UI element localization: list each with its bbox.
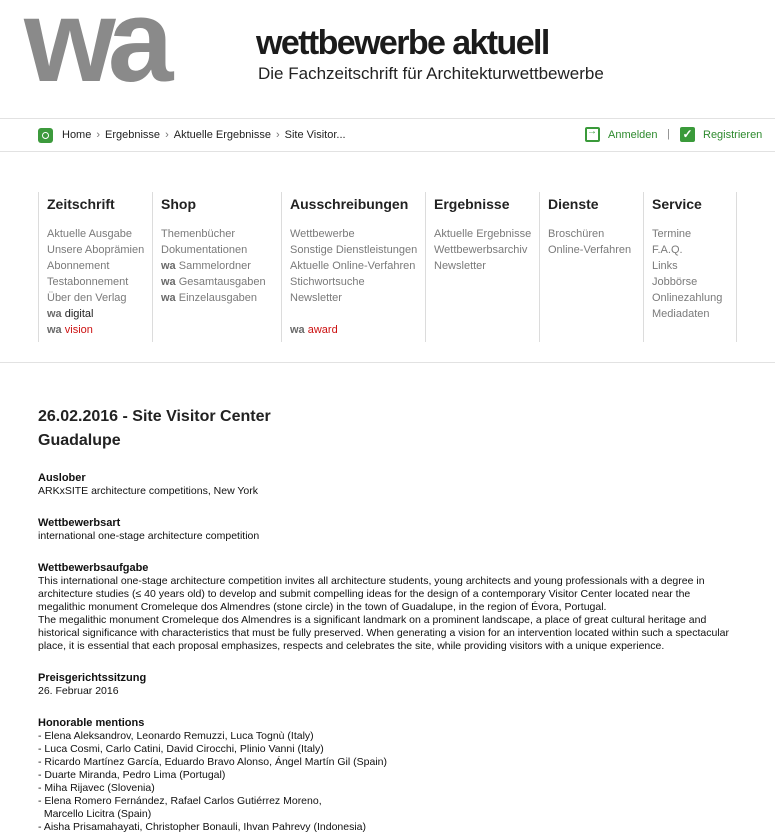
list-item: - Ricardo Martínez García, Eduardo Bravo Alonso, Ángel Martín Gil (Spain) bbox=[38, 756, 387, 768]
section-label: Auslober bbox=[38, 472, 86, 484]
section-wettbewerbsart bbox=[38, 516, 738, 543]
main-menu bbox=[38, 192, 775, 342]
register-link[interactable]: Registrieren bbox=[703, 129, 763, 141]
menu-item[interactable]: F.A.Q. bbox=[652, 244, 683, 256]
section-label: Wettbewerbsaufgabe bbox=[38, 562, 149, 574]
wa-prefix: wa bbox=[161, 292, 176, 304]
chevron-right-icon: › bbox=[165, 129, 169, 141]
menu-item-label: Sammelordner bbox=[178, 260, 251, 272]
list-item: - Aisha Prisamahayati, Christopher Bonauli, Ihvan Pahrevy (Indonesia) bbox=[38, 821, 367, 833]
menu-spacer bbox=[290, 306, 425, 322]
menu-item[interactable]: Aktuelle Ergebnisse bbox=[434, 228, 532, 240]
section-paragraph: This international one-stage architecture competition invites all architecture students, young architects and young professionals with a degree in architecture studies (≤ 40 years old) to develop and submit compelling ideas for the design of a contemporary Visitor Center located near the megalithic monument Cromeleque dos Almendres (stone circle) in the town of Guadalupe, in the region of Évora, Portugal. bbox=[38, 575, 705, 613]
menu-item[interactable]: Newsletter bbox=[434, 260, 486, 272]
wa-prefix: wa bbox=[161, 260, 176, 272]
menu-item[interactable]: Onlinezahlung bbox=[652, 292, 723, 304]
menu-item-wa-digital[interactable] bbox=[47, 306, 152, 322]
menu-item[interactable]: Broschüren bbox=[548, 228, 605, 240]
list-item: Marcello Licitra (Spain) bbox=[38, 808, 152, 820]
section-preisgerichtssitzung bbox=[38, 671, 738, 698]
menu-item[interactable]: Mediadaten bbox=[652, 308, 710, 320]
site-header bbox=[0, 0, 775, 118]
menu-column-service bbox=[643, 192, 737, 342]
menu-item[interactable]: Testabonnement bbox=[47, 276, 129, 288]
menu-item-wa-gesamtausgaben[interactable] bbox=[161, 274, 281, 290]
list-item: - Duarte Miranda, Pedro Lima (Portugal) bbox=[38, 769, 226, 781]
wa-prefix: wa bbox=[47, 308, 62, 320]
menu-item[interactable]: Jobbörse bbox=[652, 276, 698, 288]
section-paragraph: The megalithic monument Cromeleque dos Almendres is a significant landmark on a prominent landscape, a place of great cultural heritage and historical significance with characteristics that must be fully preserved. When generating a vision for an intervention located within such a spectacular place, it is essential that each proposal emphasizes, respects and celebrates the site, while providing visitors with a unique experience. bbox=[38, 614, 730, 652]
chevron-right-icon: › bbox=[275, 129, 280, 141]
breadcrumb-ergebnisse[interactable]: Ergebnisse bbox=[105, 129, 161, 141]
article-title-line1: 26.02.2016 - Site Visitor Center bbox=[38, 408, 271, 425]
section-auslober bbox=[38, 471, 738, 498]
breadcrumb-home[interactable]: Home bbox=[62, 129, 92, 141]
article-title-line2: Guadalupe bbox=[38, 432, 121, 449]
breadcrumb-bar bbox=[0, 118, 775, 152]
menu-column-ergebnisse bbox=[425, 192, 539, 342]
menu-heading-zeitschrift[interactable]: Zeitschrift bbox=[47, 196, 115, 212]
menu-item[interactable]: Aktuelle Online-Verfahren bbox=[290, 260, 416, 272]
menu-column-zeitschrift bbox=[38, 192, 152, 342]
menu-item-wa-vision[interactable] bbox=[47, 322, 152, 338]
breadcrumb-aktuelle-ergebnisse[interactable]: Aktuelle Ergebnisse bbox=[173, 129, 271, 141]
menu-item-label: digital bbox=[64, 308, 94, 320]
wa-prefix: wa bbox=[290, 324, 305, 336]
login-link[interactable]: Anmelden bbox=[608, 129, 658, 141]
account-divider: | bbox=[667, 128, 670, 140]
menu-item[interactable]: Wettbewerbe bbox=[290, 228, 355, 240]
home-icon[interactable] bbox=[38, 128, 53, 143]
chevron-right-icon: › bbox=[96, 129, 101, 141]
menu-item[interactable]: Stichwortsuche bbox=[290, 276, 365, 288]
list-item: - Elena Aleksandrov, Leonardo Remuzzi, Luca Tognù (Italy) bbox=[38, 730, 314, 742]
section-wettbewerbsaufgabe bbox=[38, 561, 738, 653]
menu-heading-shop[interactable]: Shop bbox=[161, 196, 196, 212]
section-label: Preisgerichtssitzung bbox=[38, 672, 147, 684]
menu-item[interactable]: Themenbücher bbox=[161, 228, 235, 240]
section-value: ARKxSITE architecture competitions, New York bbox=[38, 485, 259, 497]
menu-heading-ausschreibungen[interactable]: Ausschreibungen bbox=[290, 196, 409, 212]
menu-heading-dienste[interactable]: Dienste bbox=[548, 196, 599, 212]
menu-item-wa-einzelausgaben[interactable] bbox=[161, 290, 281, 306]
menu-item[interactable]: Sonstige Dienstleistungen bbox=[290, 244, 418, 256]
list-item: - Luca Cosmi, Carlo Catini, David Cirocchi, Plinio Vanni (Italy) bbox=[38, 743, 324, 755]
breadcrumb-current[interactable]: Site Visitor... bbox=[284, 129, 346, 141]
wa-logo-mark[interactable]: wa bbox=[24, 0, 166, 107]
section-honorable-mentions bbox=[38, 716, 738, 834]
menu-item[interactable]: Abonnement bbox=[47, 260, 110, 272]
menu-heading-ergebnisse[interactable]: Ergebnisse bbox=[434, 196, 510, 212]
menu-divider bbox=[0, 362, 775, 363]
site-subtitle: Die Fachzeitschrift für Architekturwettbewerbe bbox=[258, 64, 604, 83]
menu-column-shop bbox=[152, 192, 281, 342]
menu-item-label: vision bbox=[64, 324, 93, 336]
wa-prefix: wa bbox=[47, 324, 62, 336]
menu-item-wa-award[interactable] bbox=[290, 322, 425, 338]
section-label: Wettbewerbsart bbox=[38, 517, 121, 529]
menu-heading-service[interactable]: Service bbox=[652, 196, 702, 212]
menu-item-wa-sammelordner[interactable] bbox=[161, 258, 281, 274]
section-value: international one-stage architecture competition bbox=[38, 530, 260, 542]
menu-item[interactable]: Links bbox=[652, 260, 678, 272]
menu-item[interactable]: Online-Verfahren bbox=[548, 244, 632, 256]
menu-item[interactable]: Newsletter bbox=[290, 292, 342, 304]
menu-item[interactable]: Dokumentationen bbox=[161, 244, 248, 256]
menu-item-label: Einzelausgaben bbox=[178, 292, 258, 304]
menu-item[interactable]: Termine bbox=[652, 228, 692, 240]
checkmark-icon[interactable]: ✓ bbox=[680, 127, 695, 142]
menu-item[interactable]: Aktuelle Ausgabe bbox=[47, 228, 133, 240]
site-title[interactable]: wettbewerbe aktuell bbox=[256, 24, 549, 62]
list-item: - Elena Romero Fernández, Rafael Carlos Gutiérrez Moreno, bbox=[38, 795, 322, 807]
mentions-list bbox=[38, 730, 738, 834]
menu-item-label: Gesamtausgaben bbox=[178, 276, 266, 288]
article bbox=[38, 405, 738, 834]
menu-item[interactable]: Über den Verlag bbox=[47, 292, 127, 304]
menu-column-ausschreibungen bbox=[281, 192, 425, 342]
wa-prefix: wa bbox=[161, 276, 176, 288]
section-value: 26. Februar 2016 bbox=[38, 685, 119, 697]
menu-item[interactable]: Unsere Aboprämien bbox=[47, 244, 145, 256]
login-icon[interactable] bbox=[585, 127, 600, 142]
menu-column-dienste bbox=[539, 192, 643, 342]
list-item: - Miha Rijavec (Slovenia) bbox=[38, 782, 155, 794]
section-label: Honorable mentions bbox=[38, 717, 145, 729]
menu-item[interactable]: Wettbewerbsarchiv bbox=[434, 244, 528, 256]
menu-item-label: award bbox=[307, 324, 338, 336]
breadcrumb bbox=[62, 129, 346, 141]
